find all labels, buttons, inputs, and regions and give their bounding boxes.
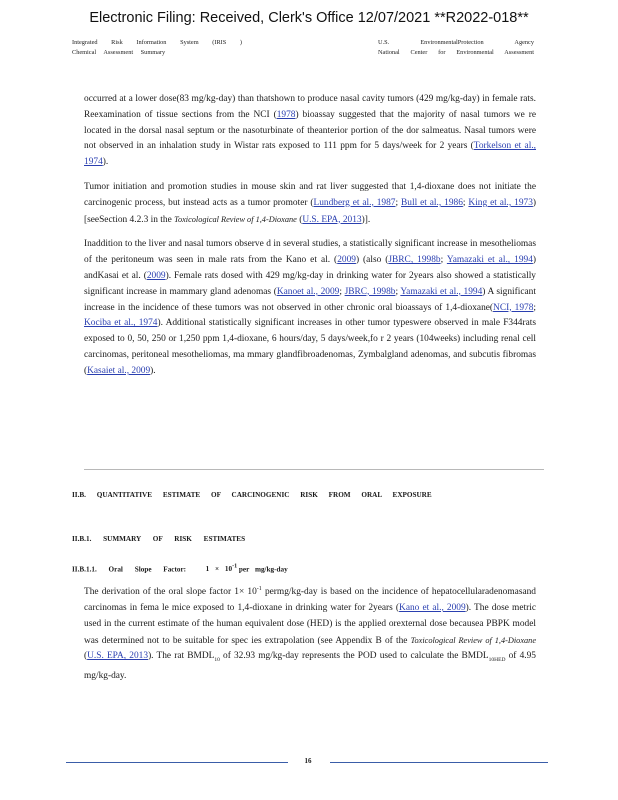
header-center: National Center for Environmental Assessment	[378, 49, 534, 56]
citation-link[interactable]: Kanoet al., 2009	[276, 286, 340, 297]
section-heading-quantitative-estimate: II.B. QUANTITATIVE ESTIMATE OF CARCINOGENIC RISK FROM ORAL EXPOSURE	[72, 491, 432, 499]
header-program: Integrated Risk Information System (IRIS )	[72, 39, 242, 46]
citation-link[interactable]: NCI, 1978	[493, 302, 534, 313]
citation-link[interactable]: King et al., 1973	[468, 197, 533, 208]
citation-link[interactable]: Kano et al., 2009	[399, 602, 466, 613]
header-right	[378, 38, 534, 58]
citation-link[interactable]: U.S. EPA, 2013	[87, 651, 149, 662]
citation-link[interactable]: U.S. EPA, 2013	[302, 214, 362, 225]
document-title-italic: Toxicological Review of 1,4-Dioxane	[410, 635, 536, 645]
footer-rule-left	[66, 762, 288, 763]
footer-rule-right	[330, 762, 548, 763]
body-text-bottom	[84, 582, 536, 694]
header-left	[72, 38, 242, 58]
citation-link[interactable]: JBRC, 1998b	[388, 255, 441, 266]
citation-link[interactable]: Bull et al., 1986	[401, 197, 463, 208]
citation-link[interactable]: Lundberg et al., 1987	[313, 197, 396, 208]
citation-link[interactable]: Yamazaki et al., 1994	[446, 255, 533, 266]
section-heading-summary: II.B.1. SUMMARY OF RISK ESTIMATES	[72, 535, 246, 543]
section-divider	[84, 469, 544, 470]
body-text-top	[84, 92, 536, 389]
citation-link[interactable]: Kasaiet al., 2009	[87, 365, 151, 376]
citation-link[interactable]: Torkelson et al., 1974	[84, 141, 537, 168]
paragraph-other-tumors: Inaddition to the liver and nasal tumors observe d in several studies, a statistically significant increase in mesotheliomas of the peritoneum was seen in male rats from the Kano et al. (2009) (also (JBRC, 1998b; Yamazaki et al., 1994) andKasai et al. (2009). Female rats dosed with 429 mg/kg-day in drinking water for 2years also showed a statistically significant increase in mammary gland adenomas (Kanoet al., 2009; JBRC, 1998b; Yamazaki et al., 1994) A significant increase in the incidence of these tumors was not observed in other chronic oral bioassays of 1,4-dioxane(NCI, 1978; Kociba et al., 1974). Additional statistically significant increases in other tumor typeswere observed in male F344rats exposed to 0, 50, 250 or 1,250 ppm 1,4-dioxane, 6 hours/day, 5 days/week,fo r 2 years (104weeks) including renal cell carcinomas, peritoneal mesotheliomas, ma mmary glandfibroadenomas, Zymbalgland adenomas, and subcutis fibromas (Kasaiet al., 2009).	[84, 239, 537, 376]
subsection-heading-oral-slope-factor: II.B.1.1. Oral Slope Factor: $1 \times 10^{-1}$ per mg/kg-day	[72, 564, 288, 574]
citation-link[interactable]: Kociba et al., 1974	[84, 318, 158, 329]
citation-link[interactable]: 2009	[337, 255, 356, 266]
header-agency: U.S. EnvironmentalProtection Agency	[378, 39, 534, 46]
paragraph-tumor-promotion: Tumor initiation and promotion studies in mouse skin and rat liver suggested that 1,4-dioxane does not initiate the carcinogenic process, but instead acts as a tumor promoter (Lundberg et al., 1987; Bull et al., 1986; King et al., 1973) [seeSection 4.2.3 in the Toxicological Review of 1,4-Dioxane (U.S. EPA, 2013)].	[84, 181, 537, 225]
header-doc-type: Chemical Assessment Summary	[72, 49, 166, 56]
document-title-italic: Toxicological Review of 1,4-Dioxane	[174, 214, 297, 224]
slope-factor-value: $1 \times 10^{-1}$	[205, 564, 238, 574]
citation-link[interactable]: 1978	[276, 109, 296, 120]
page-number: 16	[304, 757, 312, 765]
paragraph-slope-factor-derivation: The derivation of the oral slope factor $1\times 10^{-1}$ permg/kg-day is based on the incidence of hepatocellularadenomasand carcinomas in fema le mice exposed to 1,4-dioxane in drinking water for 2years (Kano et al., 2009). The dose metric used in the current estimate of the human equivalent dose (HED) is the applied orexternal dose becausea PBPK model was determined not to be suitable for spec ies extrapolation (see Appendix B of the Toxicological Review of 1,4-Dioxane (U.S. EPA, 2013). The rat $BMDL_{10}$ of 32.93 mg/kg-day represents the POD used to calculate the $BMDL_{10HED}$ of 4.95 mg/kg-day.	[84, 586, 536, 681]
citation-link[interactable]: JBRC, 1998b	[344, 286, 396, 297]
citation-link[interactable]: 2009	[146, 270, 166, 281]
filing-stamp: Electronic Filing: Received, Clerk's Office 12/07/2021 **R2022-018**	[89, 10, 529, 26]
citation-link[interactable]: Yamazaki et al., 1994	[400, 286, 483, 297]
paragraph-nasal-tumors: occurred at a lower dose(83 mg/kg-day) than thatshown to produce nasal cavity tumors (429 mg/kg-day) in female rats. Reexamination of tissue sections from the NCI (1978) bioassay suggested that the majority of nasal tumors we re located in the dorsal nasal septum or the nasoturbinate of theanterior portion of the dor salmeatus. Nasal tumors were not observed in an inhalation study in Wistar rats exposed to 111 ppm for 5 days/week for 2 years (Torkelson et al., 1974).	[84, 94, 537, 168]
